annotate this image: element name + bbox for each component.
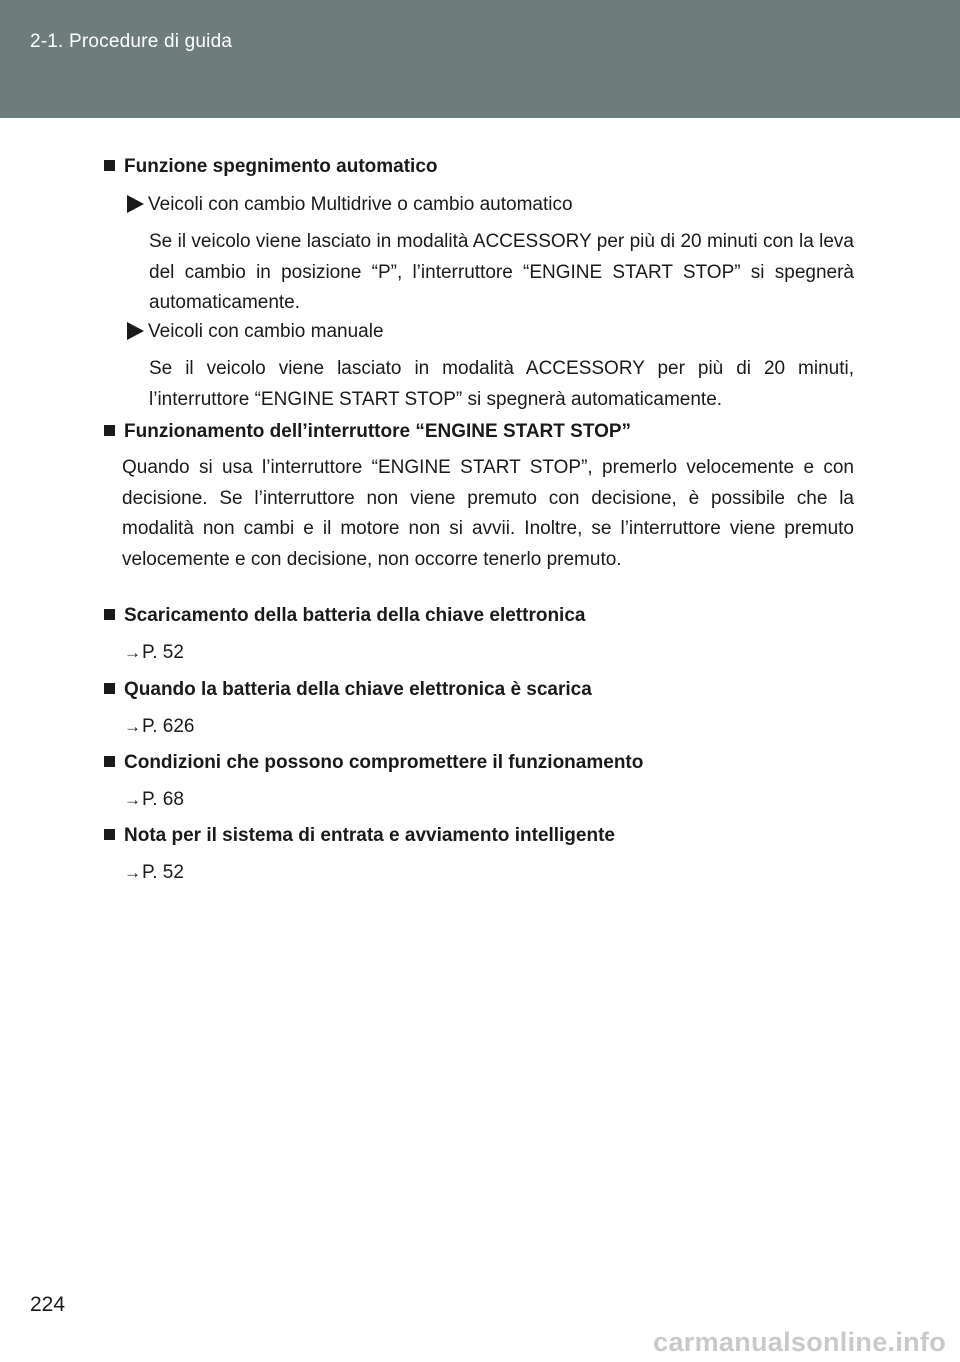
- right-arrow-icon: →: [124, 717, 141, 736]
- triangle-marker-icon: [127, 322, 144, 340]
- page-reference[interactable]: →P. 52: [124, 862, 184, 883]
- chapter-title: 2-1. Procedure di guida: [30, 31, 233, 52]
- subsection-heading-manual: Veicoli con cambio manuale: [127, 321, 384, 343]
- section-heading-battery-dead: Quando la batteria della chiave elettronica è scarica: [104, 679, 592, 701]
- square-bullet-icon: [104, 425, 115, 436]
- header-band: [0, 0, 960, 118]
- paragraph-multidrive: Se il veicolo viene lasciato in modalità ACCESSORY per più di 20 minuti con la leva del cambio in posizione “P”, l’interruttore “ENGINE START STOP” si spegnerà automaticamente.: [149, 231, 854, 313]
- page-reference[interactable]: →P. 52: [124, 642, 184, 663]
- section-heading-auto-off: Funzione spegnimento automatico: [104, 156, 438, 178]
- right-arrow-icon: →: [124, 863, 141, 882]
- square-bullet-icon: [104, 756, 115, 767]
- watermark: carmanualsonline.info: [653, 1327, 946, 1357]
- page-reference[interactable]: →P. 626: [124, 716, 195, 737]
- square-bullet-icon: [104, 829, 115, 840]
- page-reference[interactable]: →P. 68: [124, 789, 184, 810]
- paragraph-switch-operation: Quando si usa l’interruttore “ENGINE START STOP”, premerlo velocemente e con decisione. Se l’interruttore non viene premuto con decisione, è possibile che la modalità non cambi e il motore non si avvii. Inoltre, se l’interruttore viene premuto velocemente e con decisione, non occorre tenerlo premuto.: [122, 457, 854, 570]
- subsection-heading-multidrive: Veicoli con cambio Multidrive o cambio automatico: [127, 194, 573, 216]
- right-arrow-icon: →: [124, 790, 141, 809]
- paragraph-manual: Se il veicolo viene lasciato in modalità ACCESSORY per più di 20 minuti, l’interruttore “ENGINE START STOP” si spegnerà automaticamente.: [149, 358, 854, 410]
- section-heading-battery-depletion: Scaricamento della batteria della chiave elettronica: [104, 605, 585, 627]
- section-heading-switch-operation: Funzionamento dell’interruttore “ENGINE START STOP”: [104, 421, 631, 443]
- triangle-marker-icon: [127, 195, 144, 213]
- section-heading-conditions: Condizioni che possono compromettere il funzionamento: [104, 752, 643, 774]
- page-number: 224: [30, 1293, 66, 1316]
- section-heading-smart-entry-note: Nota per il sistema di entrata e avviamento intelligente: [104, 825, 615, 847]
- right-arrow-icon: →: [124, 643, 141, 662]
- square-bullet-icon: [104, 609, 115, 620]
- square-bullet-icon: [104, 160, 115, 171]
- square-bullet-icon: [104, 683, 115, 694]
